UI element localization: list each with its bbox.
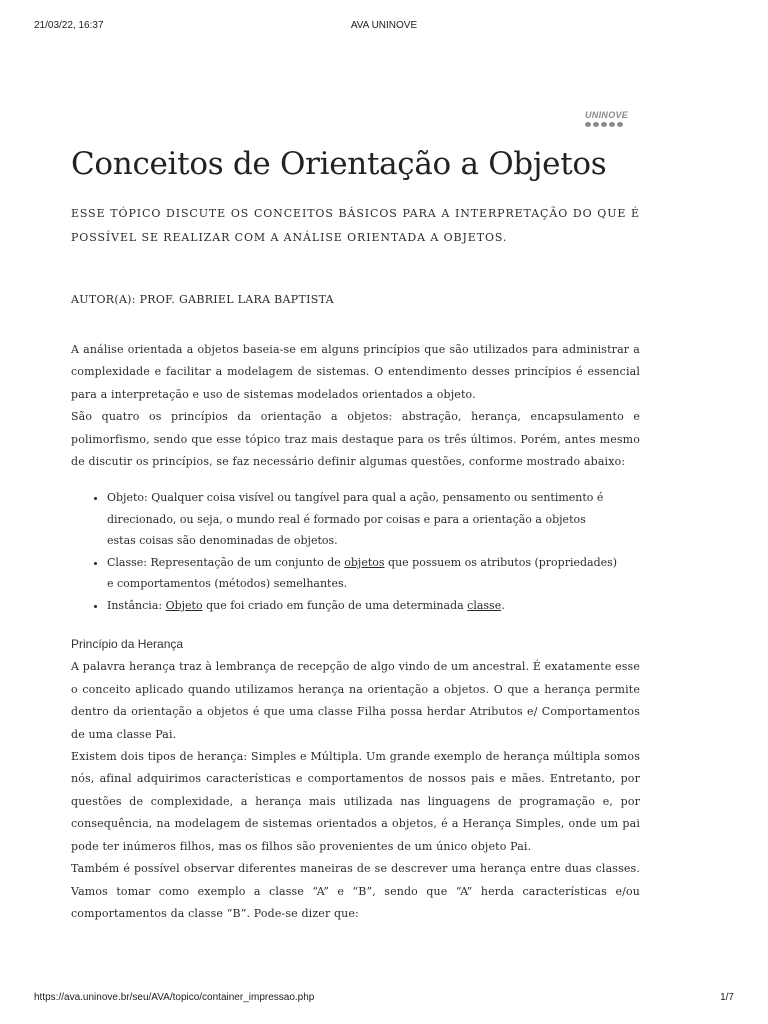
heranca-paragraph: Também é possível observar diferentes maneiras de se descrever uma herança entre duas classes. Vamos tomar como exemplo a classe “A” e “B”, sendo que “A” herda características e/ou comportamentos da classe “B”. Pode-se dizer que: [71,862,640,920]
intro-paragraph: São quatro os princípios da orientação a objetos: abstração, herança, encapsulamento e polimorfismo, sendo que esse tópico traz mais destaque para os três últimos. Porém, antes mesmo de discutir os princípios, se faz necessário definir algumas questões, conforme mostrado abaixo: [71,410,640,469]
link-objetos[interactable]: objetos [344,555,385,569]
definition-instancia-text: Instância: [107,598,166,612]
section-heading-heranca: Princípio da Herança [71,637,184,652]
link-objeto[interactable]: Objeto [165,598,203,612]
definition-classe-text: Classe: Representação de um conjunto de [107,555,345,569]
print-header [0,0,768,40]
print-url: https://ava.uninove.br/seu/AVA/topico/container_impressao.php [34,992,315,1003]
intro-paragraph: A análise orientada a objetos baseia-se em alguns princípios que são utilizados para administrar a complexidade e facilitar a modelagem de sistemas. O entendimento desses princípios é essencial para a interpretação e uso de sistemas modelados orientados a objeto. [71,343,640,401]
definition-instancia-text-end: . [501,598,505,612]
article-author: AUTOR(A): PROF. GABRIEL LARA BAPTISTA [71,293,334,306]
page-number: 1/7 [720,992,734,1003]
list-item-instancia [107,595,640,617]
definition-objeto-text: Objeto: Qualquer coisa visível ou tangível para qual a ação, pensamento ou sentimento é direcionado, ou seja, o mundo real é formado por coisas e para a orientação a objetos estas coisas são denominadas de objetos. [107,491,604,548]
logo-text: UNINOVE [585,110,629,120]
definitions-list [71,487,640,616]
print-datetime: 21/03/22, 16:37 [34,20,104,31]
article [71,140,640,925]
print-page-title: AVA UNINOVE [350,20,418,31]
definition-classe-text-end: que possuem os atributos (propriedades) e comportamentos (métodos) semelhantes. [107,555,618,591]
uninove-logo [585,110,645,127]
article-title: Conceitos de Orientação a Objetos [71,146,607,182]
list-item-classe [107,552,640,595]
heranca-paragraph: A palavra herança traz à lembrança de recepção de algo vindo de um ancestral. É exatamente esse o conceito aplicado quando utilizamos herança na orientação a objetos. O que a herança permite dentro da orientação a objetos é que uma classe Filha possa herdar Atributos e/ Comportamentos de uma classe Pai. [71,660,640,741]
article-subtitle: ESSE TÓPICO DISCUTE OS CONCEITOS BÁSICOS PARA A INTERPRETAÇÃO DO QUE É POSSÍVEL SE REALIZAR COM A ANÁLISE ORIENTADA A OBJETOS. [71,207,640,244]
definition-instancia-text-middle: que foi criado em função de uma determinada [202,598,468,612]
print-footer [0,992,768,1012]
logo-dots-icon [585,122,645,127]
link-classe[interactable]: classe [467,598,502,612]
list-item-objeto [107,487,640,552]
heranca-paragraph: Existem dois tipos de herança: Simples e Múltipla. Um grande exemplo de herança múltipla somos nós, afinal adquirimos características e comportamentos de nossos pais e mães. Entretanto, por questões de complexidade, a herança mais utilizada nas linguagens de programação e, por consequência, na modelagem de sistemas orientados a objetos, é a Herança Simples, onde um pai pode ter inúmeros filhos, mas os filhos são provenientes de um único objeto Pai. [71,750,640,853]
